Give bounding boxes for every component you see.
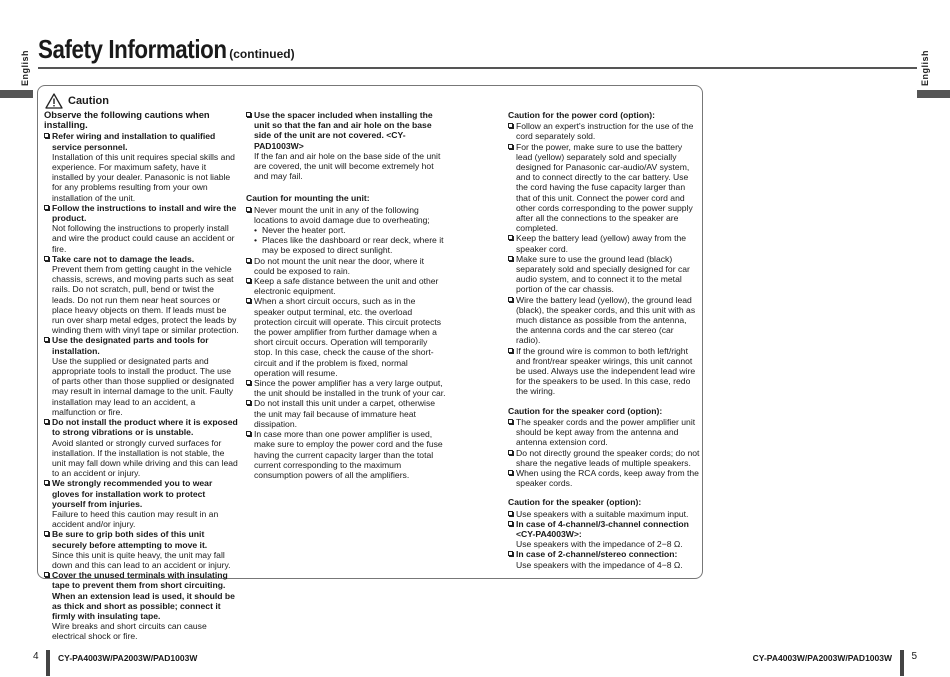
side-bar-right	[917, 90, 950, 98]
item-body: When using the RCA cords, keep away from the speaker cords.	[516, 467, 699, 489]
list-item	[44, 335, 239, 417]
speaker-list	[508, 509, 700, 570]
list-item	[508, 549, 700, 569]
mounting-list	[246, 205, 446, 480]
section-heading-speaker: Caution for the speaker (option):	[508, 497, 642, 508]
checkbox-bullet-icon	[508, 551, 513, 556]
item-body: If the fan and air hole on the base side of the unit are covered, the unit will become extremely hot and may fail.	[254, 150, 441, 182]
item-heading: In case of 4-channel/3-channel connection <CY-PA4003W>:	[516, 518, 689, 539]
item-body: Use speakers with a suitable maximum input.	[516, 508, 689, 519]
checkbox-bullet-icon	[44, 205, 49, 210]
warning-triangle-icon	[45, 93, 63, 109]
item-body: Avoid slanted or strongly curved surfaces for installation. If the installation is not stable, the unit may fall down while driving and this can lead to an accident or injury.	[52, 437, 238, 479]
list-item	[246, 378, 446, 398]
item-body: Prevent them from getting caught in the vehicle chassis, screws, and moving parts such as seat rails. Do not scratch, pull, bend or twist the leads. Do not run them near heat sources or place heavy objects on them. If leads must be run over sharp metal edges, protect the leads by winding them with vinyl tape or similar protection.	[52, 264, 239, 336]
sub-bullet-text: Never the heater port.	[262, 225, 346, 236]
caution-label: Caution	[68, 95, 109, 107]
caution-header	[45, 93, 109, 109]
footer-bar-right	[900, 650, 904, 676]
item-body: Do not install this unit under a carpet, otherwise the unit may fail because of immature heat dissipation.	[254, 398, 436, 429]
item-body: Installation of this unit requires special skills and experience. For maximum safety, have it installed by your dealer. Panasonic is not liable for any problems resulting from your own installation of the unit.	[52, 151, 235, 203]
item-body: Since this unit is quite heavy, the unit may fall down and this can lead to an accident or injury.	[52, 549, 231, 570]
item-heading: Use the designated parts and tools for installation.	[52, 335, 209, 356]
item-heading: Cover the unused terminals with insulating tape to prevent them from short circuiting.	[52, 570, 228, 591]
list-item	[44, 478, 239, 529]
section-heading-speaker-cord: Caution for the speaker cord (option):	[508, 405, 663, 416]
checkbox-bullet-icon	[508, 256, 513, 261]
checkbox-bullet-icon	[44, 133, 49, 138]
bullet-dot: •	[254, 235, 258, 246]
footer-model-left: CY-PA4003W/PA2003W/PAD1003W	[58, 653, 198, 663]
section-heading-power: Caution for the power cord (option):	[508, 110, 656, 120]
list-item	[246, 276, 446, 296]
list-item	[246, 296, 446, 378]
checkbox-bullet-icon	[246, 298, 251, 303]
item-body: Wire the battery lead (yellow), the ground lead (black), the speaker cords, and this unit with as much distance as possible from the antenna, the antenna cords and the car stereo (car radio).	[516, 294, 696, 346]
item-body: Use speakers with the impedance of 4−8 Ω.	[516, 559, 683, 570]
sub-bullet-text: Places like the dashboard or rear deck, where it may be exposed to direct sunlight.	[262, 235, 444, 256]
checkbox-bullet-icon	[508, 470, 513, 475]
item-body: Since the power amplifier has a very large output, the unit should be installed in the trunk of your car.	[254, 378, 446, 399]
checkbox-bullet-icon	[508, 450, 513, 455]
item-body: Use the supplied or designated parts and appropriate tools to install the product. The use of parts other than those supplied or designated may result in internal damage to the unit. Faulty installation may lead to an accident, a malfunction or fire.	[52, 355, 235, 417]
list-item	[44, 254, 239, 336]
list-item	[508, 346, 700, 397]
item-body: Not following the instructions to properly install and wire the product could cause an accident or fire.	[52, 223, 235, 254]
item-body: Keep a safe distance between the unit and other electronic equipment.	[254, 276, 439, 297]
list-item	[508, 448, 700, 468]
checkbox-bullet-icon	[508, 123, 513, 128]
item-heading: Use the spacer included when installing the unit so that the fan and air hole on the base side of the unit are not covered. <CY-PAD1003W>	[254, 110, 433, 151]
intro-text: Observe the following cautions when installing.	[44, 109, 210, 131]
sub-bullet-item	[246, 235, 446, 255]
speaker-cord-list	[508, 417, 700, 488]
side-label-left: English	[20, 50, 30, 87]
list-item	[44, 417, 239, 478]
list-item	[246, 205, 446, 225]
page-title-sub: (continued)	[229, 47, 295, 61]
item-heading: Follow the instructions to install and wire the product.	[52, 202, 237, 224]
checkbox-bullet-icon	[44, 256, 49, 261]
bullet-dot: •	[254, 225, 258, 236]
list-item	[246, 256, 446, 276]
list-item	[508, 519, 700, 550]
checkbox-bullet-icon	[246, 278, 251, 283]
page-number-left: 4	[33, 651, 39, 662]
title-rule	[38, 67, 917, 69]
checkbox-bullet-icon	[508, 521, 513, 526]
checkbox-bullet-icon	[508, 511, 513, 516]
item-body: Wire breaks and short circuits can cause electrical shock or fire.	[52, 621, 207, 642]
list-item	[246, 110, 446, 181]
item-body: If the ground wire is common to both left/right and front/rear speaker wirings, this unit cannot be used. Always use the independent lead wire for the speakers to be used. In this case, redo the wiring.	[516, 345, 696, 397]
list-item	[508, 295, 700, 346]
item-heading: Take care not to damage the leads.	[52, 253, 195, 264]
list-item	[508, 509, 700, 519]
item-body: For the power, make sure to use the battery lead (yellow) separately sold and specially designed for Panasonic car-audio/AV system, and to connect directly to the car battery. Use the cord having the fuse capacity larger than that of this unit. Connect the power cord and other cords corresponding to the power supply after all the connections to the speaker are completed.	[516, 141, 693, 234]
checkbox-bullet-icon	[44, 480, 49, 485]
checkbox-bullet-icon	[44, 531, 49, 536]
col1-list	[44, 131, 239, 641]
sub-bullet-item	[246, 225, 446, 235]
checkbox-bullet-icon	[44, 572, 49, 577]
list-item	[44, 203, 239, 254]
item-heading: Be sure to grip both sides of this unit securely before attempting to move it.	[52, 529, 208, 550]
page-title-area	[38, 34, 295, 65]
checkbox-bullet-icon	[44, 337, 49, 342]
checkbox-bullet-icon	[246, 431, 251, 436]
item-heading: When an extension lead is used, it should be as thick and short as possible; connect it firmly with insulating tape.	[52, 590, 235, 621]
list-item	[508, 417, 700, 448]
checkbox-bullet-icon	[246, 400, 251, 405]
side-label-right: English	[920, 50, 930, 87]
checkbox-bullet-icon	[246, 380, 251, 385]
checkbox-bullet-icon	[508, 419, 513, 424]
checkbox-bullet-icon	[44, 419, 49, 424]
page-title: Safety Information	[38, 34, 227, 64]
item-heading: Do not install the product where it is exposed to strong vibrations or is unstable.	[52, 417, 238, 438]
item-body: Follow an expert's instruction for the use of the cord separately sold.	[516, 121, 694, 142]
item-body: Do not directly ground the speaker cords; do not share the negative leads of multiple speakers.	[516, 447, 700, 468]
checkbox-bullet-icon	[246, 112, 251, 117]
item-heading: Refer wiring and installation to qualified service personnel.	[52, 131, 216, 152]
column-1	[44, 110, 239, 642]
item-body: When a short circuit occurs, such as in the speaker output terminal, etc. the overload protection circuit will operate. This circuit protects the power amplifier from further damage when a short circuit occurs. Operation will temporarily stop. In this case, check the cause of the short-circuit and if the problem is fixed, normal operation will resume.	[254, 296, 442, 378]
checkbox-bullet-icon	[508, 144, 513, 149]
list-item	[508, 121, 700, 141]
item-body: The speaker cords and the power amplifier unit should be kept away from the antenna and antenna extension cord.	[516, 416, 696, 448]
list-item	[44, 529, 239, 570]
item-body: Keep the battery lead (yellow) away from the speaker cord.	[516, 233, 687, 254]
checkbox-bullet-icon	[508, 348, 513, 353]
item-body: Do not mount the unit near the door, where it could be exposed to rain.	[254, 255, 425, 276]
list-item	[44, 570, 239, 641]
list-item	[508, 142, 700, 234]
column-3	[508, 110, 700, 570]
item-body: Make sure to use the ground lead (black) separately sold and specially designed for car audio system, and to connect it to the metal portion of the car chassis.	[516, 253, 690, 295]
item-heading: We strongly recommended you to wear gloves for installation work to protect yourself from injuries.	[52, 478, 213, 509]
side-bar-left	[0, 90, 33, 98]
footer-model-right: CY-PA4003W/PA2003W/PAD1003W	[752, 653, 892, 663]
list-item	[44, 131, 239, 202]
column-2	[246, 110, 446, 480]
list-item	[508, 233, 700, 253]
checkbox-bullet-icon	[246, 207, 251, 212]
item-body: Never mount the unit in any of the following locations to avoid damage due to overheating;	[254, 204, 430, 225]
item-body: Use speakers with the impedance of 2−8 Ω.	[516, 539, 683, 550]
list-item	[246, 398, 446, 429]
list-item	[508, 254, 700, 295]
list-item	[508, 468, 700, 488]
section-heading-mounting: Caution for mounting the unit:	[246, 193, 370, 204]
footer-bar-left	[46, 650, 50, 676]
page-number-right: 5	[911, 651, 917, 662]
item-body: In case more than one power amplifier is used, make sure to employ the power cord and the fuse having the current capacity larger than the total current corresponding to the maximum consumption powers of all the amplifiers.	[254, 429, 443, 480]
checkbox-bullet-icon	[508, 235, 513, 240]
item-heading: In case of 2-channel/stereo connection:	[516, 549, 678, 560]
checkbox-bullet-icon	[246, 258, 251, 263]
list-item	[246, 429, 446, 480]
power-list	[508, 121, 700, 396]
item-body: Failure to heed this caution may result in an accident and/or injury.	[52, 508, 219, 530]
checkbox-bullet-icon	[508, 297, 513, 302]
